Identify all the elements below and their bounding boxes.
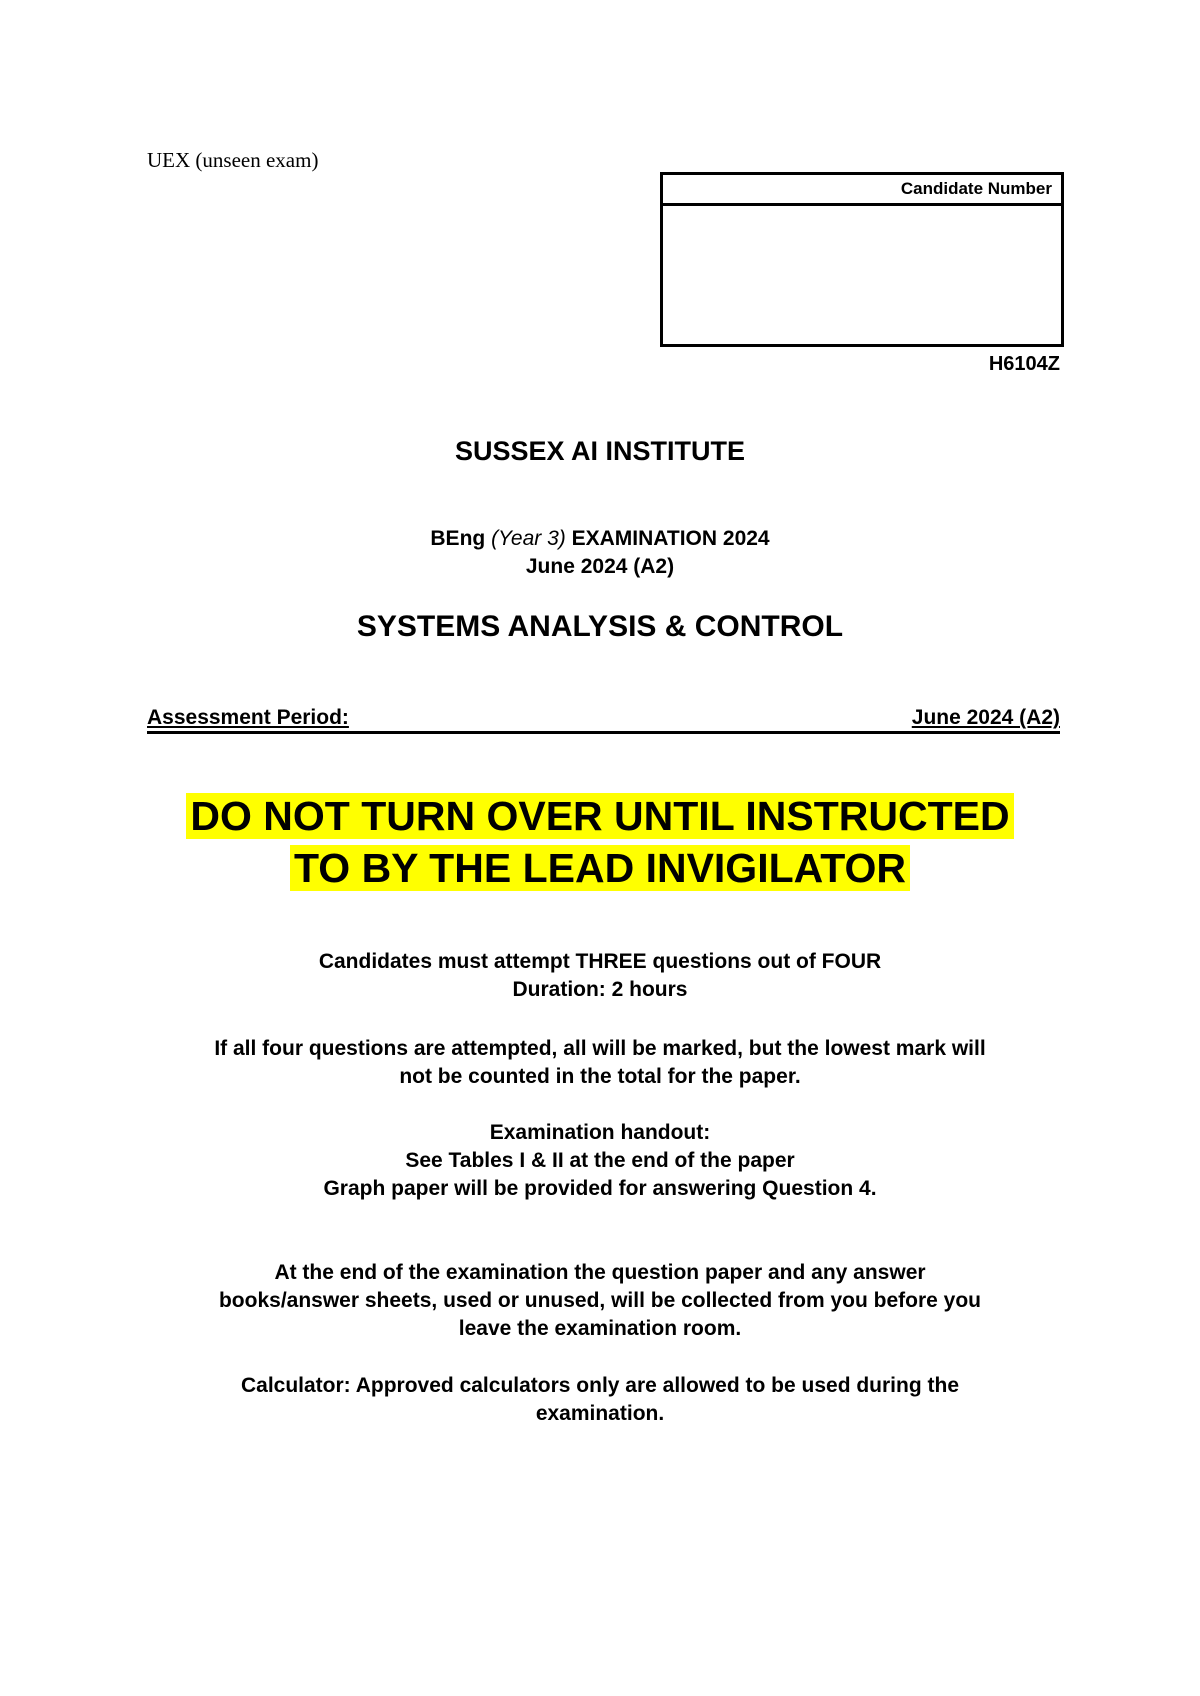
marking-line-2: not be counted in the total for the paper.: [399, 1065, 801, 1088]
assessment-period-label: Assessment Period:: [147, 706, 349, 729]
marking-line-1: If all four questions are attempted, all will be marked, but the lowest mark will: [214, 1037, 986, 1060]
handout-graph: Graph paper will be provided for answering Question 4.: [323, 1177, 877, 1200]
assessment-period-value: June 2024 (A2): [911, 706, 1060, 729]
attempt-text: Candidates must attempt THREE questions out of FOUR: [318, 950, 882, 973]
handout-instructions: [0, 1119, 1200, 1203]
duration-text: Duration: 2 hours: [512, 978, 688, 1001]
do-not-turn-over-warning: [0, 790, 1200, 894]
calc-line-2: examination.: [535, 1402, 665, 1425]
exam-type-label: UEX (unseen exam): [147, 148, 319, 172]
warning-line-2: TO BY THE LEAD INVIGILATOR: [290, 845, 910, 891]
exam-title: [0, 525, 1200, 581]
collect-line-3: leave the examination room.: [458, 1317, 742, 1340]
calc-line-1: Calculator: Approved calculators only are allowed to be used during the: [240, 1374, 960, 1397]
collect-line-1: At the end of the examination the question paper and any answer: [274, 1261, 926, 1284]
candidate-number-label: Candidate Number: [663, 175, 1061, 206]
degree-prefix: BEng: [430, 527, 486, 550]
collect-line-2: books/answer sheets, used or unused, will be collected from you before you: [218, 1289, 981, 1312]
attempt-instructions: [0, 948, 1200, 1004]
candidate-number-box[interactable]: [660, 172, 1064, 347]
institute-name: SUSSEX AI INSTITUTE: [454, 436, 746, 466]
paper-code: H6104Z: [988, 353, 1060, 375]
handout-tables: See Tables I & II at the end of the paper: [405, 1149, 795, 1172]
degree-year: (Year 3): [491, 527, 566, 550]
course-title: SYSTEMS ANALYSIS & CONTROL: [356, 610, 844, 643]
marking-instructions: [0, 1035, 1200, 1091]
exam-session: June 2024 (A2): [525, 555, 675, 578]
collection-instructions: [0, 1259, 1200, 1343]
assessment-period-row: [147, 706, 1060, 734]
degree-suffix: EXAMINATION 2024: [571, 527, 770, 550]
calculator-instructions: [0, 1372, 1200, 1428]
warning-line-1: DO NOT TURN OVER UNTIL INSTRUCTED: [186, 793, 1013, 839]
handout-title: Examination handout:: [489, 1121, 711, 1144]
